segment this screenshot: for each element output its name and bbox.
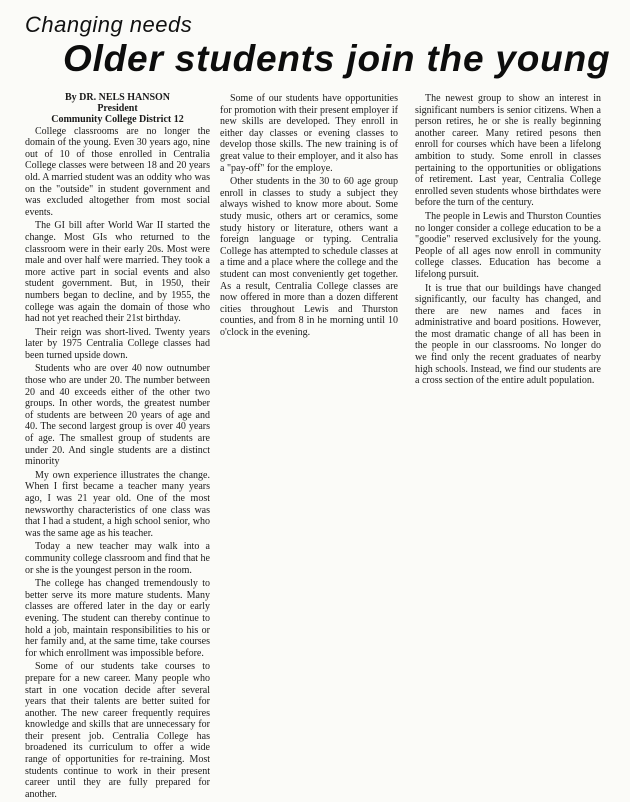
paragraph: The newest group to show an interest in significant numbers is senior citizens. When a person retires, he or she is really beginning another career. Many retired pesons then enroll for courses which have been a lifelong ambition to study. Some enroll in classes pertaining to the opportunities or obligations of retirement. Last year, Centralia College enrolled seven students whose birthdates were before the turn of the century. xyxy=(415,93,601,209)
paragraph: It is true that our buildings have changed significantly, our faculty has changed, and there are new names and faces in administrative and board positions. However, the most dramatic change of all has been in the people in our classrooms. No longer do we find only the recent graduates of nearby high schools. Instead, we find our students are a cross section of the entire adult population. xyxy=(415,282,601,387)
paragraph: Their reign was short-lived. Twenty years later by 1975 Centralia College classes had been turned upside down. xyxy=(25,326,210,361)
paragraph: Students who are over 40 now outnumber those who are under 20. The number between 20 and 40 exceeds either of the other two groups. In other words, the greatest number of students are between 20 years of age and 40. The second largest group is over 40 years of age. The smallest group of students are under 20. And single students are a distinct minority xyxy=(25,363,210,468)
paragraph: Some of our students have opportunities for promotion with their present employer if new skills are developed. They enroll in either day classes or evening classes to develop those skills. The new training is of great value to their employer, and it also has a "pay-off" for the employe. xyxy=(220,93,398,174)
paragraph: Some of our students take courses to prepare for a new career. Many people who start in one vocation decide after several years that their talents are better suited for another. The new career frequently requires knowledge and skills that are unnecessary for their present job. Centralia College has broadened its curriculum to offer a wide range of opportunities for re-training. Most students continue to work in their present career until they are fully prepared for another. xyxy=(25,661,210,800)
paragraph: The GI bill after World War II started the change. Most GIs who returned to the classroom were in their early 20s. Most were male and over half were married. They took a more active part in social events and also student government. But, in 1950, their numbers began to decline, and by 1955, the college was again the domain of those who had not yet reached their 21st birthday. xyxy=(25,220,210,325)
headline: Older students join the young xyxy=(63,38,611,79)
byline-title: President xyxy=(97,103,138,115)
column-3 xyxy=(415,93,601,389)
paragraph: The college has changed tremendously to better serve its more mature students. Many classes are offered later in the day or early evening. The student can thereby continue to hold a job, maintain responsibilities to his or her family and, at the same time, take courses for which enrollment was impossible before. xyxy=(25,578,210,659)
column-1 xyxy=(25,92,210,802)
paragraph: College classrooms are no longer the domain of the young. Even 30 years ago, nine out of 10 of those enrolled in Centralia College classes were between 18 and 20 years old. A married student was an oddity who was on the "outside" in student government and was excluded altogether from most social events. xyxy=(25,125,210,218)
paragraph: Other students in the 30 to 60 age group enroll in classes to study a subject they always wished to know more about. Some study music, others art or ceramics, some study history or literature, others want a foreign language or typing. Centralia College has attempted to schedule classes at a time and a place where the college and the student can most conveniently get together. As a result, Centralia College classes are now offered in more than a dozen different cities throughout Lewis and Thurston counties, and from 8 in he morning until 10 o'clock in the evening. xyxy=(220,176,398,338)
byline xyxy=(25,92,210,126)
kicker: Changing needs xyxy=(25,12,193,37)
byline-author: By DR. NELS HANSON xyxy=(64,92,171,103)
paragraph: Today a new teacher may walk into a community college classroom and find that he or she is the youngest person in the room. xyxy=(25,541,210,576)
paragraph: My own experience illustrates the change. When I first became a teacher many years ago, I was 21 year old. One of the most newsworthy characteristics of one class was that I had a student, a high school senior, who was the same age as his teacher. xyxy=(25,469,210,539)
column-2 xyxy=(220,93,398,340)
paragraph: The people in Lewis and Thurston Counties no longer consider a college education to be a "goodie" reserved exclusively for the young. People of all ages now enroll in community college classes. Education has become a lifelong pursuit. xyxy=(415,210,601,280)
byline-org: Community College District 12 xyxy=(51,114,184,126)
